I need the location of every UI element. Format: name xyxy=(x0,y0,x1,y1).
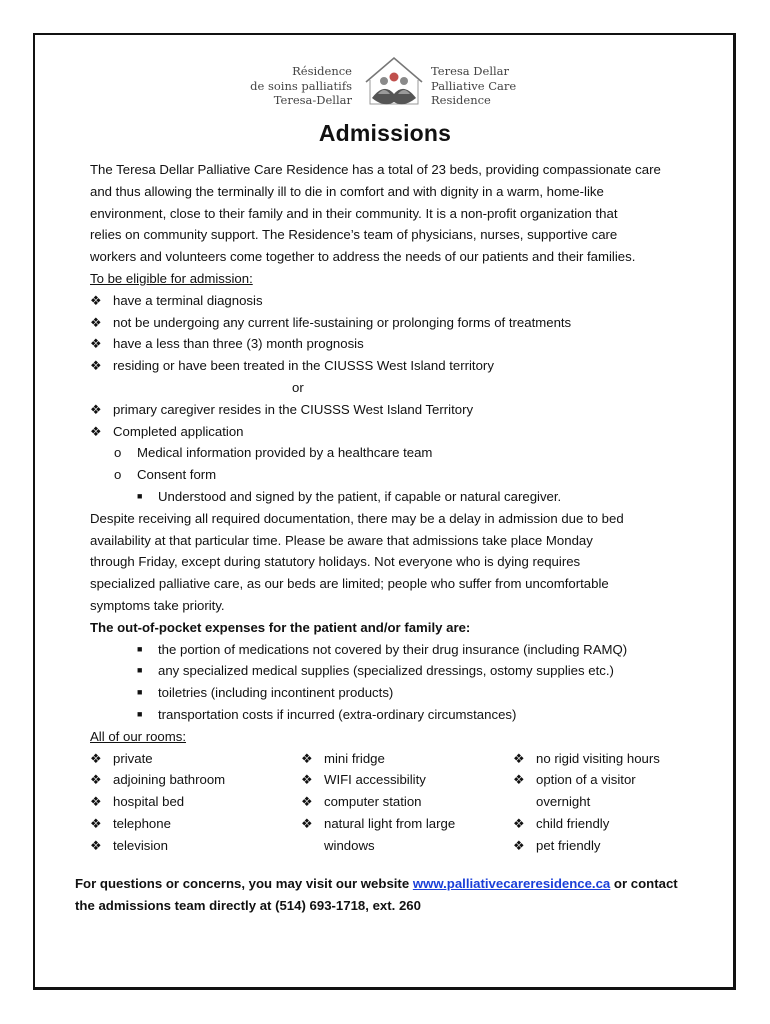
expenses-heading: The out-of-pocket expenses for the patient and/or family are: xyxy=(90,619,471,635)
diamond-bullet-icon: ❖ xyxy=(513,815,525,831)
logo-text-french xyxy=(250,64,352,108)
square-bullet-icon: ■ xyxy=(137,687,143,698)
intro-line: The Teresa Dellar Palliative Care Residence has a total of 23 beds, providing compassionate care xyxy=(90,162,661,177)
diamond-bullet-icon: ❖ xyxy=(513,837,525,853)
list-item: ■ any specialized medical supplies (specialized dressings, ostomy supplies etc.) xyxy=(90,660,700,682)
diamond-bullet-icon: ❖ xyxy=(513,772,525,788)
diamond-bullet-icon: ❖ xyxy=(301,815,313,831)
diamond-bullet-icon: ❖ xyxy=(513,750,525,766)
sub-list-item: o Medical information provided by a healthcare team xyxy=(90,442,700,464)
logo-line: Palliative Care xyxy=(431,78,517,93)
list-item: ■ transportation costs if incurred (extra-ordinary circumstances) xyxy=(90,704,700,726)
list-item: ❖ WIFI accessibility xyxy=(301,769,511,791)
diamond-bullet-icon: ❖ xyxy=(90,815,102,831)
diamond-bullet-icon: ❖ xyxy=(90,794,102,810)
logo-line: Teresa-Dellar xyxy=(273,93,352,107)
delay-line: symptoms take priority. xyxy=(90,597,225,613)
square-bullet-icon: ■ xyxy=(137,643,143,654)
diamond-bullet-icon: ❖ xyxy=(90,336,102,352)
eligibility-heading: To be eligible for admission: xyxy=(90,270,253,286)
logo-line: Résidence xyxy=(292,64,352,78)
delay-line: through Friday, except during statutory holidays. Not everyone who is dying requires xyxy=(90,554,581,570)
delay-line: Despite receiving all required documentation, there may be a delay in admission due to bed xyxy=(90,510,624,526)
rooms-column xyxy=(90,748,300,857)
diamond-bullet-icon: ❖ xyxy=(90,401,102,417)
circle-bullet-icon: o xyxy=(114,445,122,461)
contact-footer xyxy=(75,873,715,917)
list-item-continuation: windows xyxy=(324,837,375,853)
sub-list-item: o Consent form xyxy=(90,464,700,486)
document-body xyxy=(90,159,700,857)
contact-line: the admissions team directly at (514) 693-1718, ext. 260 xyxy=(75,897,421,913)
intro-line: relies on community support. The Residence’s team of physicians, nurses, supportive care xyxy=(90,227,618,243)
house-with-people-icon xyxy=(362,54,426,112)
diamond-bullet-icon: ❖ xyxy=(90,292,102,308)
diamond-bullet-icon: ❖ xyxy=(90,772,102,788)
intro-line: workers and volunteers come together to address the needs of our patients and their families. xyxy=(90,249,636,265)
square-bullet-icon: ■ xyxy=(137,708,143,719)
logo-line: Teresa Dellar xyxy=(431,64,510,78)
list-item: ❖ hospital bed xyxy=(90,791,300,813)
list-item: ❖ option of a visitor xyxy=(513,769,723,791)
square-bullet-icon: ■ xyxy=(137,665,143,676)
diamond-bullet-icon: ❖ xyxy=(301,772,313,788)
diamond-bullet-icon: ❖ xyxy=(90,750,102,766)
delay-line: availability at that particular time. Please be aware that admissions take place Monday xyxy=(90,532,593,548)
diamond-bullet-icon: ❖ xyxy=(90,314,102,330)
diamond-bullet-icon: ❖ xyxy=(90,358,102,374)
list-item: ❖ computer station xyxy=(301,791,511,813)
circle-bullet-icon: o xyxy=(114,467,122,483)
list-item: ■ toiletries (including incontinent products) xyxy=(90,682,700,704)
list-item: ❖ have a less than three (3) month prognosis xyxy=(90,333,700,355)
list-item: ❖ adjoining bathroom xyxy=(90,769,300,791)
list-item: ❖ mini fridge xyxy=(301,748,511,770)
intro-line: and thus allowing the terminally ill to die in comfort and with dignity in a warm, home-like xyxy=(90,183,604,199)
rooms-features xyxy=(90,748,700,857)
list-item-continuation: overnight xyxy=(536,794,591,810)
list-item: ❖ no rigid visiting hours xyxy=(513,748,723,770)
list-item: ❖ telephone xyxy=(90,813,300,835)
list-item: ❖ child friendly xyxy=(513,813,723,835)
list-item: ❖ not be undergoing any current life-sustaining or prolonging forms of treatments xyxy=(90,312,700,334)
list-item: ❖ private xyxy=(90,748,300,770)
intro-line: environment, close to their family and in their community. It is a non-profit organization that xyxy=(90,205,618,221)
logo-line: de soins palliatifs xyxy=(250,78,352,93)
website-link[interactable]: www.palliativecareresidence.ca xyxy=(412,876,611,891)
page-title: Admissions xyxy=(318,120,452,146)
logo-line: Residence xyxy=(431,93,491,107)
contact-line: For questions or concerns, you may visit our website www.palliativecareresidence.ca or contact xyxy=(75,876,678,891)
sub-sub-list-item: ■ Understood and signed by the patient, if capable or natural caregiver. xyxy=(90,486,700,508)
list-item: ❖ pet friendly xyxy=(513,835,723,857)
diamond-bullet-icon: ❖ xyxy=(90,837,102,853)
list-item: ❖ primary caregiver resides in the CIUSSS West Island Territory xyxy=(90,399,700,421)
square-bullet-icon: ■ xyxy=(137,490,143,501)
rooms-heading: All of our rooms: xyxy=(90,728,187,744)
list-item: ❖ residing or have been treated in the CIUSSS West Island territory xyxy=(90,355,700,377)
diamond-bullet-icon: ❖ xyxy=(301,794,313,810)
delay-line: specialized palliative care, as our beds are limited; people who suffer from uncomfortable xyxy=(90,576,609,592)
rooms-column xyxy=(513,748,723,857)
or-separator: or xyxy=(292,379,304,395)
list-item: ❖ have a terminal diagnosis xyxy=(90,290,700,312)
list-item: ❖ Completed application xyxy=(90,421,700,443)
logo-text-english xyxy=(431,64,561,108)
list-item: ■ the portion of medications not covered by their drug insurance (including RAMQ) xyxy=(90,639,700,661)
list-item: ❖ television xyxy=(90,835,300,857)
diamond-bullet-icon: ❖ xyxy=(90,423,102,439)
list-item: ❖ natural light from large xyxy=(301,813,511,835)
diamond-bullet-icon: ❖ xyxy=(301,750,313,766)
rooms-column xyxy=(301,748,511,857)
